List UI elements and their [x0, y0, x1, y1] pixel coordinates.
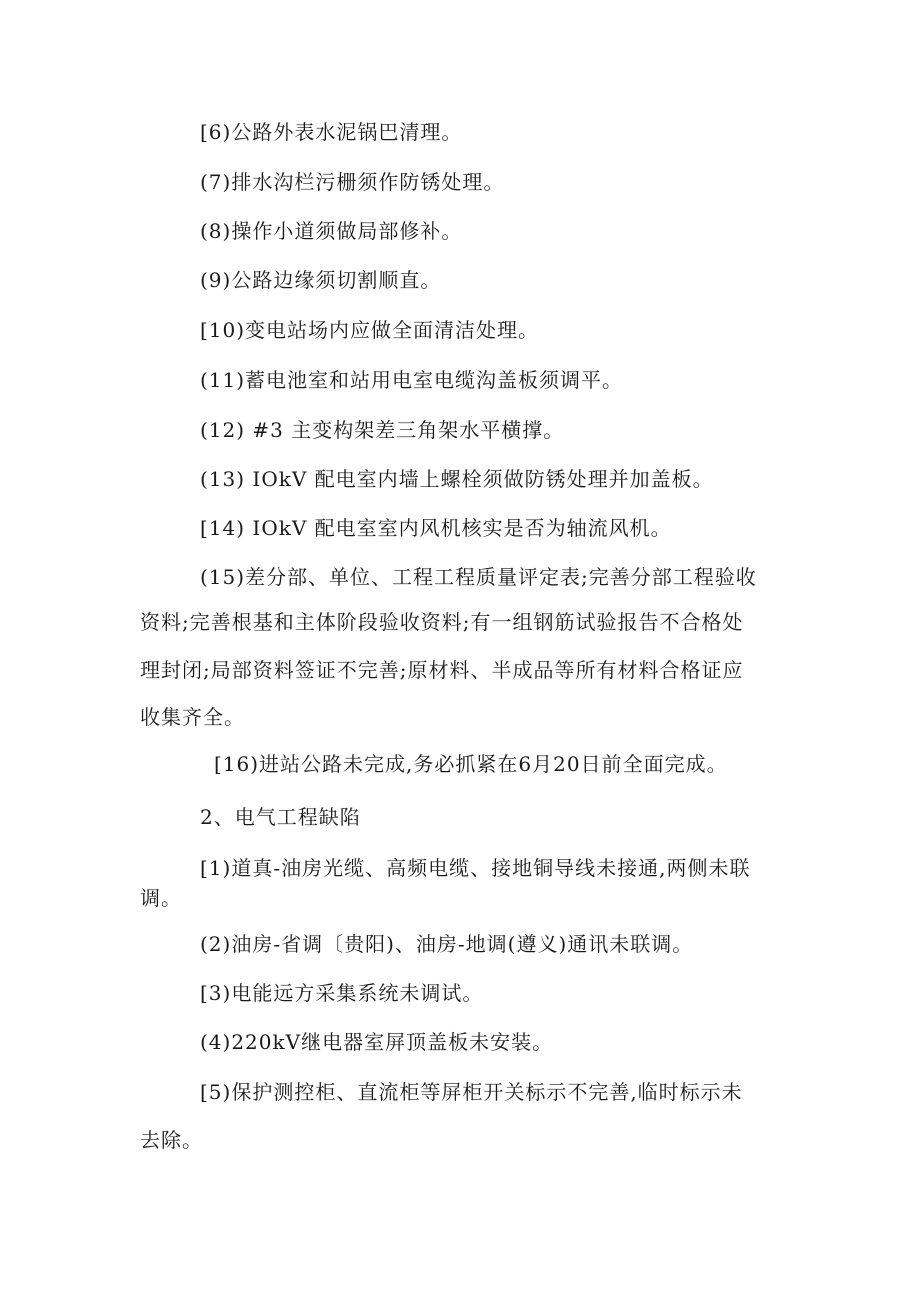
- item-11: (11)蓄电池室和站用电室电缆沟盖板须调平。: [200, 368, 624, 392]
- item-10: [10)变电站场内应做全面清洁处理。: [200, 318, 540, 342]
- item-6: [6)公路外表水泥锅巴清理。: [200, 120, 463, 144]
- item-15-line-1: (15)差分部、单位、工程工程质量评定表;完善分部工程验收: [200, 565, 757, 589]
- item-12: (12) #3 主变构架差三角架水平横撑。: [200, 418, 565, 442]
- electrical-item-4: (4)220kV继电器室屏顶盖板未安装。: [200, 1030, 554, 1054]
- electrical-item-2: (2)油房-省调〔贵阳)、油房-地调(遵义)通讯未联调。: [200, 932, 694, 956]
- item-15-line-4: 收集齐全。: [140, 705, 245, 729]
- electrical-item-1-line-2: 调。: [140, 886, 182, 910]
- item-15-line-2: 资料;完善根基和主体阶段验收资料;有一组钢筋试验报告不合格处: [140, 610, 744, 634]
- item-14: [14) IOkV 配电室室内风机核实是否为轴流风机。: [200, 516, 672, 540]
- item-13: (13) IOkV 配电室内墙上螺栓须做防锈处理并加盖板。: [200, 467, 714, 491]
- electrical-item-5-line-2: 去除。: [140, 1128, 203, 1152]
- item-7: (7)排水沟栏污栅须作防锈处理。: [200, 170, 505, 194]
- item-9: (9)公路边缘须切割顺直。: [200, 268, 442, 292]
- section-2-heading: 2、电气工程缺陷: [200, 805, 361, 829]
- item-16: [16)进站公路未完成,务必抓紧在6月20日前全面完成。: [214, 752, 728, 776]
- item-8: (8)操作小道须做局部修补。: [200, 219, 463, 243]
- item-15-line-3: 理封闭;局部资料签证不完善;原材料、半成品等所有材料合格证应: [140, 658, 744, 682]
- electrical-item-3: [3)电能远方采集系统未调试。: [200, 981, 484, 1005]
- electrical-item-1-line-1: [1)道真-油房光缆、高频电缆、接地铜导线未接通,两侧未联: [200, 856, 751, 880]
- electrical-item-5-line-1: [5)保护测控柜、直流柜等屏柜开关标示不完善,临时标示未: [200, 1080, 743, 1104]
